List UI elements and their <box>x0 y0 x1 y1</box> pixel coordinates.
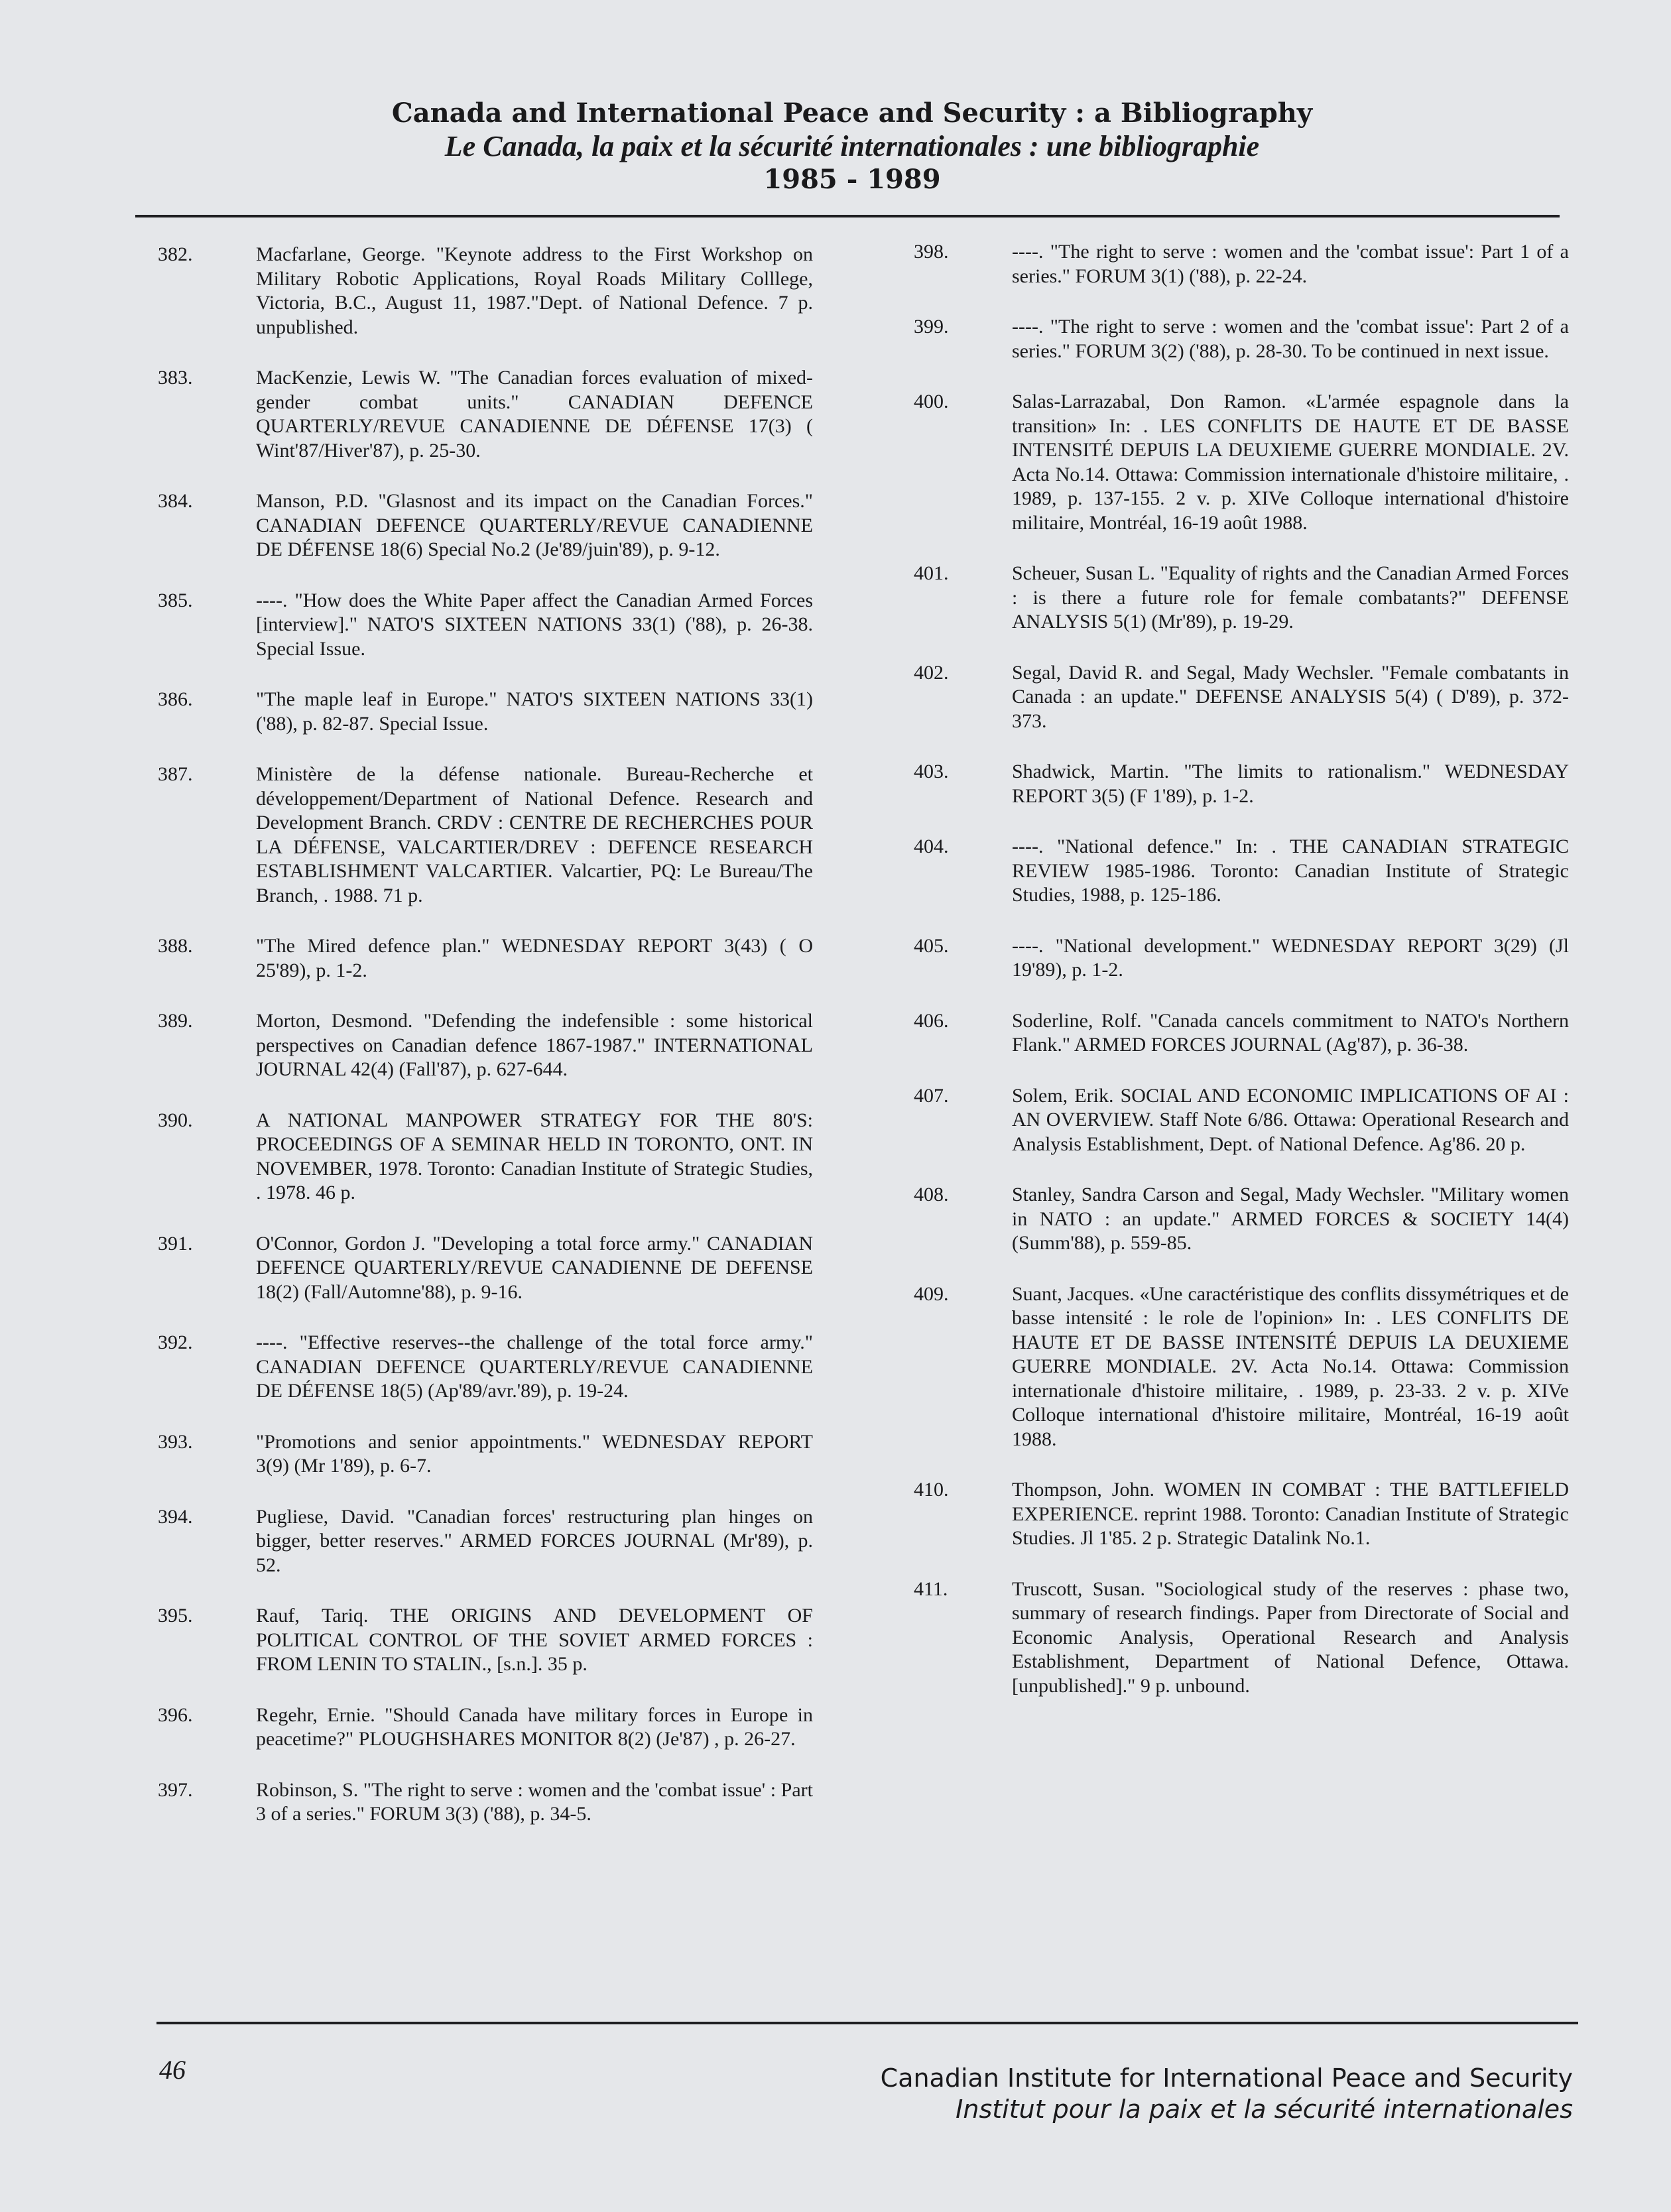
entry-citation: ----. "National development." WEDNESDAY REPORT 3(29) (Jl 19'89), p. 1-2. <box>1012 934 1569 981</box>
footer-institute <box>881 2062 1573 2124</box>
entry-citation: Robinson, S. "The right to serve : women and the 'combat issue' : Part 3 of a series." FORUM 3(3) ('88), p. 34-5. <box>256 1778 813 1825</box>
entry-number: 397. <box>158 1778 193 1801</box>
entry-number: 410. <box>914 1479 949 1501</box>
entry-citation: Thompson, John. WOMEN IN COMBAT : THE BATTLEFIELD EXPERIENCE. reprint 1988. Toronto: Canadian Institute of Strategic Studies. Jl 1'85. 2 p. Strategic Datalink No.1. <box>1012 1479 1569 1549</box>
entry-number: 387. <box>158 763 193 785</box>
right-column <box>914 240 1569 1725</box>
entry-number: 392. <box>158 1331 193 1353</box>
bibliography-entry <box>914 240 1569 288</box>
entry-number: 395. <box>158 1605 193 1627</box>
entry-number: 400. <box>914 391 949 412</box>
entry-citation: Truscott, Susan. "Sociological study of the reserves : phase two, summary of research findings. Paper from Directorate of Social and Economic Analysis, Operational Research and Analysis Establishment, Department of National Defence, Ottawa. [unpublished]." 9 p. unbound. <box>1012 1577 1569 1697</box>
entry-citation: Shadwick, Martin. "The limits to rationalism." WEDNESDAY REPORT 3(5) (F 1'89), p. 1-2. <box>1012 761 1569 807</box>
entry-citation: Pugliese, David. "Canadian forces' restructuring plan hinges on bigger, better reserves." ARMED FORCES JOURNAL (Mr'89), p. 52. <box>256 1505 813 1576</box>
bibliography-entry <box>158 763 813 908</box>
entry-citation: Salas-Larrazabal, Don Ramon. «L'armée espagnole dans la transition» In: . LES CONFLITS DE HAUTE ET DE BASSE INTENSITÉ DEPUIS LA DEUXIEME GUERRE MONDIALE. 2V. Acta No.14. Ottawa: Commission internationale d'histoire militaire, . 1989, p. 137-155. 2 v. p. XIVe Colloque international d'histoire militaire, Montréal, 16-19 août 1988. <box>1012 391 1569 534</box>
bibliography-entry <box>914 1183 1569 1256</box>
entry-number: 406. <box>914 1009 949 1032</box>
entry-citation: ----. "The right to serve : women and the 'combat issue': Part 2 of a series." FORUM 3(2) ('88), p. 28-30. To be continued in next issue. <box>1012 316 1569 362</box>
entry-citation: Solem, Erik. SOCIAL AND ECONOMIC IMPLICATIONS OF AI : AN OVERVIEW. Staff Note 6/86. Ottawa: Operational Research and Analysis Establishment, Dept. of National Defence. Ag'86. 20 p. <box>1012 1084 1569 1155</box>
bibliography-entry <box>914 390 1569 535</box>
entry-number: 405. <box>914 934 949 957</box>
entry-citation: Segal, David R. and Segal, Mady Wechsler. "Female combatants in Canada : an update." DEFENSE ANALYSIS 5(4) ( D'89), p. 372-373. <box>1012 661 1569 732</box>
entry-citation: "The maple leaf in Europe." NATO'S SIXTEEN NATIONS 33(1) ('88), p. 82-87. Special Issue. <box>256 688 813 735</box>
bibliography-entry <box>914 1084 1569 1157</box>
entry-citation: ----. "The right to serve : women and the 'combat issue': Part 1 of a series." FORUM 3(1) ('88), p. 22-24. <box>1012 241 1569 287</box>
bibliography-entry <box>158 1703 813 1752</box>
title-french: Le Canada, la paix et la sécurité internationales : une bibliographie <box>444 130 1260 162</box>
bibliography-entry <box>158 243 813 339</box>
entry-number: 401. <box>914 562 949 584</box>
entry-number: 393. <box>158 1430 193 1453</box>
bibliography-entry <box>158 1505 813 1578</box>
entry-citation: A NATIONAL MANPOWER STRATEGY FOR THE 80'S: PROCEEDINGS OF A SEMINAR HELD IN TORONTO, ONT. IN NOVEMBER, 1978. Toronto: Canadian Institute of Strategic Studies, . 1978. 46 p. <box>256 1109 813 1203</box>
bibliography-entry <box>914 1009 1569 1058</box>
entry-number: 403. <box>914 761 949 782</box>
entry-number: 383. <box>158 367 193 389</box>
bibliography-entry <box>158 688 813 736</box>
entry-number: 391. <box>158 1232 193 1255</box>
bibliography-entry <box>158 366 813 463</box>
bibliography-entry <box>158 589 813 662</box>
entry-citation: Ministère de la défense nationale. Bureau-Recherche et développement/Department of National Defence. Research and Development Branch. CRDV : CENTRE DE RECHERCHES POUR LA DÉFENSE, VALCARTIER/DREV : DEFENCE RESEARCH ESTABLISHMENT VALCARTIER. Valcartier, PQ: Le Bureau/The Branch, . 1988. 71 p. <box>256 763 813 906</box>
header-rule <box>135 215 1560 217</box>
entry-number: 390. <box>158 1109 193 1131</box>
entry-citation: ----. "Effective reserves--the challenge of the total force army." CANADIAN DEFENCE QUARTERLY/REVUE CANADIENNE DE DÉFENSE 18(5) (Ap'89/avr.'89), p. 19-24. <box>256 1331 813 1402</box>
entry-number: 382. <box>158 243 193 265</box>
footer-rule <box>156 2022 1578 2024</box>
entry-number: 388. <box>158 935 193 957</box>
bibliography-entry <box>914 562 1569 635</box>
title-years: 1985 - 1989 <box>763 164 941 195</box>
entry-citation: Macfarlane, George. "Keynote address to the First Workshop on Military Robotic Applications, Royal Roads Military Colllege, Victoria, B.C., August 11, 1987."Dept. of National Defence. 7 p. unpublished. <box>256 243 813 338</box>
entry-citation: O'Connor, Gordon J. "Developing a total force army." CANADIAN DEFENCE QUARTERLY/REVUE CANADIENNE DE DEFENSE 18(2) (Fall/Automne'88), p. 9-16. <box>256 1232 813 1303</box>
bibliography-entry <box>914 835 1569 908</box>
entry-citation: ----. "How does the White Paper affect the Canadian Armed Forces [interview]." NATO'S SIXTEEN NATIONS 33(1) ('88), p. 26-38. Special Issue. <box>256 589 813 660</box>
entry-number: 384. <box>158 490 193 512</box>
bibliography-entry <box>914 934 1569 983</box>
entry-citation: Regehr, Ernie. "Should Canada have military forces in Europe in peacetime?" PLOUGHSHARES MONITOR 8(2) (Je'87) , p. 26-27. <box>256 1703 813 1750</box>
entry-number: 398. <box>914 241 949 263</box>
bibliography-entry <box>158 1232 813 1305</box>
entry-number: 408. <box>914 1184 949 1205</box>
title-english: Canada and International Peace and Security : a Bibliography <box>391 97 1313 129</box>
entry-number: 389. <box>158 1010 193 1032</box>
left-column <box>158 243 813 1853</box>
entry-citation: "The Mired defence plan." WEDNESDAY REPORT 3(43) ( O 25'89), p. 1-2. <box>256 935 813 981</box>
entry-citation: ----. "National defence." In: . THE CANADIAN STRATEGIC REVIEW 1985-1986. Toronto: Canadian Institute of Strategic Studies, 1988, p. 125-186. <box>1012 835 1569 906</box>
entry-citation: Scheuer, Susan L. "Equality of rights and the Canadian Armed Forces : is there a future role for female combatants?" DEFENSE ANALYSIS 5(1) (Mr'89), p. 19-29. <box>1012 562 1569 633</box>
bibliography-entry <box>158 1778 813 1827</box>
bibliography-entry <box>914 661 1569 734</box>
entry-number: 402. <box>914 661 949 684</box>
bibliography-entry <box>158 1109 813 1205</box>
bibliography-entry <box>914 760 1569 808</box>
bibliography-entry <box>158 1331 813 1404</box>
entry-number: 409. <box>914 1282 949 1305</box>
entry-number: 385. <box>158 589 193 611</box>
entry-number: 404. <box>914 835 949 857</box>
page-header <box>133 97 1572 196</box>
entry-number: 394. <box>158 1505 193 1528</box>
bibliography-entry <box>158 1604 813 1677</box>
entry-citation: Soderline, Rolf. "Canada cancels commitment to NATO's Northern Flank." ARMED FORCES JOURNAL (Ag'87), p. 36-38. <box>1012 1009 1569 1056</box>
entry-number: 396. <box>158 1703 193 1726</box>
entry-citation: Suant, Jacques. «Une caractéristique des conflits dissymétriques et de basse intensité : le role de l'opinion» In: . LES CONFLITS DE HAUTE ET DE BASSE INTENSITÉ DEPUIS LA DEUXIEME GUERRE MONDIALE. 2V. Acta No.14. Ottawa: Commission internationale d'histoire militaire, . 1989, p. 23-33. 2 v. p. XIVe Colloque international d'histoire militaire, Montréal, 16-19 août 1988. <box>1012 1282 1569 1450</box>
bibliography-entry <box>158 489 813 562</box>
institute-name-english: Canadian Institute for International Peace and Security <box>880 2063 1573 2093</box>
entry-number: 411. <box>914 1577 948 1600</box>
bibliography-entry <box>914 1282 1569 1452</box>
bibliography-entry <box>158 934 813 983</box>
bibliography-entry <box>158 1430 813 1479</box>
bibliography-entry <box>914 315 1569 363</box>
entry-citation: "Promotions and senior appointments." WEDNESDAY REPORT 3(9) (Mr 1'89), p. 6-7. <box>256 1430 813 1477</box>
entry-citation: Stanley, Sandra Carson and Segal, Mady Wechsler. "Military women in NATO : an update." ARMED FORCES & SOCIETY 14(4) (Summ'88), p. 559-85. <box>1012 1184 1569 1254</box>
entry-number: 407. <box>914 1084 949 1107</box>
entry-citation: Manson, P.D. "Glasnost and its impact on the Canadian Forces." CANADIAN DEFENCE QUARTERLY/REVUE CANADIENNE DE DÉFENSE 18(6) Special No.2 (Je'89/juin'89), p. 9-12. <box>256 490 813 560</box>
bibliography-entry <box>914 1577 1569 1699</box>
entry-number: 386. <box>158 688 193 710</box>
bibliography-entry <box>914 1478 1569 1551</box>
entry-citation: Morton, Desmond. "Defending the indefensible : some historical perspectives on Canadian defence 1867-1987." INTERNATIONAL JOURNAL 42(4) (Fall'87), p. 627-644. <box>256 1010 813 1080</box>
entry-citation: Rauf, Tariq. THE ORIGINS AND DEVELOPMENT OF POLITICAL CONTROL OF THE SOVIET ARMED FORCES : FROM LENIN TO STALIN., [s.n.]. 35 p. <box>256 1605 813 1675</box>
page-number: 46 <box>159 2055 186 2085</box>
bibliography-entry <box>158 1009 813 1082</box>
institute-name-french: Institut pour la paix et la sécurité internationales <box>956 2095 1573 2124</box>
entry-number: 399. <box>914 316 949 338</box>
entry-citation: MacKenzie, Lewis W. "The Canadian forces evaluation of mixed-gender combat units." CANADIAN DEFENCE QUARTERLY/REVUE CANADIENNE DE DÉFENSE 17(3) ( Wint'87/Hiver'87), p. 25-30. <box>256 367 813 461</box>
